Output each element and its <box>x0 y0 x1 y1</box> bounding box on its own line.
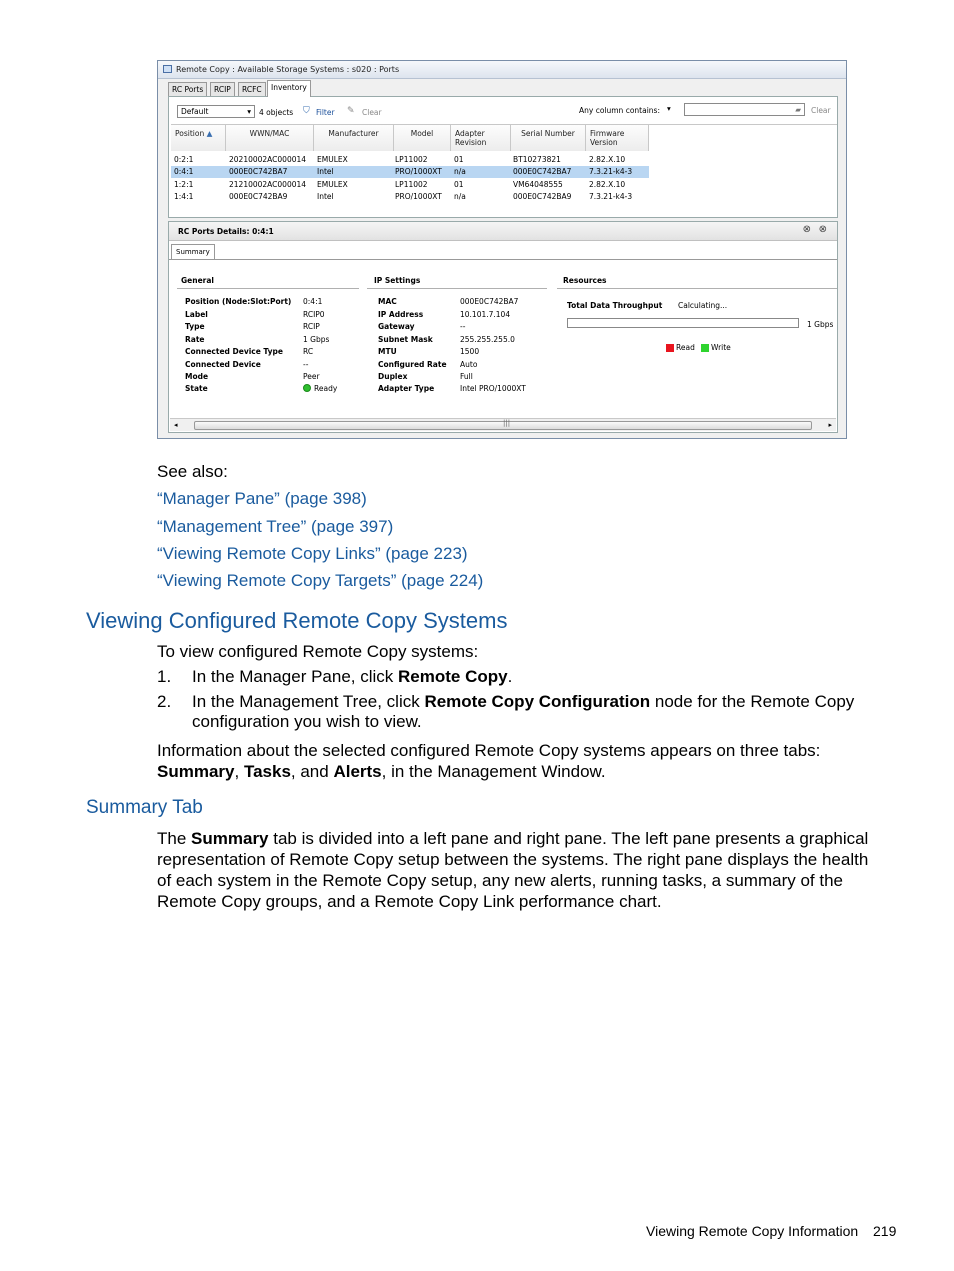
table-row[interactable] <box>171 191 649 203</box>
column-header-firmware[interactable] <box>586 125 649 151</box>
table-cell: 1:2:1 <box>174 180 194 189</box>
field-label: MTU <box>378 347 397 356</box>
field-value: -- <box>303 360 309 369</box>
info-text: , and <box>290 762 334 781</box>
link-viewing-remote-copy-links[interactable]: “Viewing Remote Copy Links” (page 223) <box>157 544 468 563</box>
step-number: 2. <box>157 692 172 711</box>
table-cell: 01 <box>454 180 464 189</box>
state-value: Ready <box>314 384 338 393</box>
field-label: Subnet Mask <box>378 335 433 344</box>
column-header-label: Position <box>175 129 205 138</box>
column-header-model[interactable]: Model <box>394 125 451 151</box>
field-label: Configured Rate <box>378 360 447 369</box>
table-cell: BT10273821 <box>513 155 561 164</box>
field-label: State <box>185 384 208 393</box>
field-label: Type <box>185 322 205 331</box>
window-titlebar <box>158 61 846 79</box>
field-value: RC <box>303 347 314 356</box>
link-manager-pane[interactable]: “Manager Pane” (page 398) <box>157 489 367 508</box>
table-cell: 000E0C742BA7 <box>513 167 572 176</box>
table-cell: 000E0C742BA9 <box>513 192 572 201</box>
info-text: Information about the selected configured Remote Copy systems appears on three tabs: <box>157 741 821 760</box>
tab-summary[interactable]: Summary <box>171 244 215 260</box>
view-select-value: Default <box>181 107 209 116</box>
table-cell: 21210002AC000014 <box>229 180 307 189</box>
field-value: Full <box>460 372 473 381</box>
field-label: Duplex <box>378 372 408 381</box>
see-also-label: See also: <box>157 462 228 481</box>
info-bold: Tasks <box>243 762 291 781</box>
step-text: In the Manager Pane, click <box>192 667 399 686</box>
column-header-wwn[interactable]: WWN/MAC <box>226 125 314 151</box>
chevron-down-icon: ▾ <box>247 107 251 116</box>
summary-text: The <box>157 829 192 848</box>
chevron-down-icon[interactable]: ▾ <box>667 104 671 113</box>
arrow-left-icon[interactable]: ◂ <box>174 421 178 429</box>
summary-bold: Summary <box>191 829 269 848</box>
clear-filter-button[interactable]: Clear <box>362 108 382 117</box>
field-label: Adapter Type <box>378 384 435 393</box>
step-2-text <box>192 692 854 712</box>
tab-divider <box>169 259 837 260</box>
table-cell: 2.82.X.10 <box>589 180 626 189</box>
table-cell: Intel <box>317 192 334 201</box>
column-header-label: Firmware Version <box>590 129 625 147</box>
field-value: 0:4:1 <box>303 297 323 306</box>
resources-section-title: Resources <box>563 276 607 285</box>
grip-icon: ||| <box>503 419 511 427</box>
table-cell: 7.3.21-k4-3 <box>589 192 633 201</box>
throughput-bar <box>567 318 799 328</box>
info-text: , <box>234 762 240 781</box>
step-2-continuation: configuration you wish to view. <box>192 712 422 731</box>
throughput-value: Calculating... <box>678 301 728 310</box>
info-bold: Summary <box>157 762 235 781</box>
table-cell: PRO/1000XT <box>395 192 442 201</box>
write-legend-label: Write <box>711 343 731 352</box>
footer-title: Viewing Remote Copy Information <box>646 1223 859 1239</box>
horizontal-scrollbar[interactable] <box>170 418 836 431</box>
filter-icon: ⛉ <box>303 106 310 116</box>
table-cell: LP11002 <box>395 155 428 164</box>
eraser-icon: ✎ <box>347 106 355 116</box>
subsection-heading: Summary Tab <box>86 797 203 818</box>
step-bold: Remote Copy <box>398 667 508 686</box>
table-cell: EMULEX <box>317 180 348 189</box>
link-viewing-remote-copy-targets[interactable]: “Viewing Remote Copy Targets” (page 224) <box>157 571 484 590</box>
field-label: Rate <box>185 335 205 344</box>
window-title: Remote Copy : Available Storage Systems : s020 : Ports <box>176 65 400 74</box>
table-cell: 000E0C742BA9 <box>229 192 288 201</box>
search-input[interactable] <box>684 103 805 116</box>
section-divider <box>557 288 837 289</box>
info-paragraph <box>157 740 902 782</box>
table-cell: 0:4:1 <box>174 167 194 176</box>
table-cell: PRO/1000XT <box>395 167 442 176</box>
field-value: Peer <box>303 372 320 381</box>
page-number: 219 <box>873 1223 897 1239</box>
table-cell: 000E0C742BA7 <box>229 167 288 176</box>
link-management-tree[interactable]: “Management Tree” (page 397) <box>157 517 394 536</box>
tab-rcip[interactable]: RCIP <box>210 82 235 96</box>
column-header-position[interactable] <box>171 125 226 151</box>
table-row[interactable] <box>171 179 649 191</box>
window-icon <box>163 65 172 73</box>
ready-status-icon <box>303 384 311 392</box>
field-label: Gateway <box>378 322 415 331</box>
table-cell: 2.82.X.10 <box>589 155 626 164</box>
object-count: 4 objects <box>259 108 294 117</box>
ip-section-title: IP Settings <box>374 276 421 285</box>
field-label: Connected Device Type <box>185 347 284 356</box>
field-value: RCIP0 <box>303 310 325 319</box>
field-value: 000E0C742BA7 <box>460 297 519 306</box>
throughput-max: 1 Gbps <box>807 320 834 329</box>
search-clear-button[interactable]: Clear <box>811 106 831 115</box>
screenshot-window <box>157 60 847 439</box>
field-label: Connected Device <box>185 360 261 369</box>
table-cell: n/a <box>454 167 466 176</box>
filter-button[interactable]: Filter <box>316 108 335 117</box>
step-text: node for the Remote Copy <box>650 692 855 711</box>
column-header-adapter-revision[interactable] <box>451 125 511 151</box>
scrollbar-thumb[interactable] <box>194 421 812 430</box>
field-label: Mode <box>185 372 209 381</box>
field-label: Label <box>185 310 208 319</box>
field-value: 255.255.255.0 <box>460 335 515 344</box>
details-header <box>169 222 837 241</box>
table-cell: 0:2:1 <box>174 155 194 164</box>
field-value: Auto <box>460 360 478 369</box>
collapse-icon[interactable]: ⊗ <box>802 224 811 235</box>
details-title: RC Ports Details: 0:4:1 <box>178 227 274 236</box>
step-1-text <box>192 667 512 687</box>
read-legend-label: Read <box>676 343 695 352</box>
expand-icon[interactable]: ⊗ <box>818 224 827 235</box>
table-row[interactable] <box>171 154 649 166</box>
intro-text: To view configured Remote Copy systems: <box>157 642 479 661</box>
table-cell: n/a <box>454 192 466 201</box>
field-value: 1 Gbps <box>303 335 330 344</box>
table-row-selected[interactable] <box>171 166 649 178</box>
section-divider <box>367 288 547 289</box>
view-select[interactable] <box>177 105 255 118</box>
field-value: -- <box>460 322 466 331</box>
info-bold: Alerts <box>333 762 382 781</box>
search-label: Any column contains: <box>579 106 660 115</box>
eraser-icon: ▰ <box>795 105 801 114</box>
field-value: 10.101.7.104 <box>460 310 511 319</box>
throughput-label: Total Data Throughput <box>567 301 663 310</box>
table-cell: VM64048555 <box>513 180 563 189</box>
table-cell: 1:4:1 <box>174 192 194 201</box>
field-label: IP Address <box>378 310 424 319</box>
field-value: Intel PRO/1000XT <box>460 384 526 393</box>
field-label: MAC <box>378 297 397 306</box>
table-cell: EMULEX <box>317 155 348 164</box>
arrow-right-icon[interactable]: ▸ <box>828 421 832 429</box>
table-cell: 20210002AC000014 <box>229 155 307 164</box>
table-cell: 01 <box>454 155 464 164</box>
inventory-table <box>171 124 837 217</box>
read-legend-swatch <box>666 344 674 352</box>
sort-ascending-icon: ▲ <box>206 129 213 138</box>
field-label: Position (Node:Slot:Port) <box>185 297 292 306</box>
general-section-title: General <box>181 276 214 285</box>
inventory-panel <box>168 96 838 218</box>
summary-paragraph <box>157 828 884 912</box>
write-legend-swatch <box>701 344 709 352</box>
table-cell: Intel <box>317 167 334 176</box>
section-divider <box>177 288 359 289</box>
tab-rc-ports[interactable]: RC Ports <box>168 82 207 96</box>
step-text: In the Management Tree, click <box>192 692 425 711</box>
field-value: RCIP <box>303 322 320 331</box>
summary-text: tab is divided into a left pane and right pane. The left pane presents a graphical representation of Remote Copy setup between the systems. The right pane displays the health of each system in the Remote Copy setup, any new alerts, running tasks, a summary of the Remote Copy groups, and a Remote Copy Link performance chart. <box>157 829 869 911</box>
step-text: . <box>507 667 513 686</box>
tab-inventory[interactable]: Inventory <box>267 80 311 97</box>
table-cell: 7.3.21-k4-3 <box>589 167 633 176</box>
field-value: 1500 <box>460 347 480 356</box>
step-bold: Remote Copy Configuration <box>424 692 651 711</box>
details-panel <box>168 221 838 433</box>
column-header-label: Adapter Revision <box>455 129 487 147</box>
table-cell: LP11002 <box>395 180 428 189</box>
step-number: 1. <box>157 667 172 686</box>
column-header-manufacturer[interactable]: Manufacturer <box>314 125 394 151</box>
section-heading: Viewing Configured Remote Copy Systems <box>86 608 508 633</box>
tab-rcfc[interactable]: RCFC <box>238 82 266 96</box>
column-header-serial[interactable]: Serial Number <box>511 125 586 151</box>
info-text: , in the Management Window. <box>381 762 606 781</box>
